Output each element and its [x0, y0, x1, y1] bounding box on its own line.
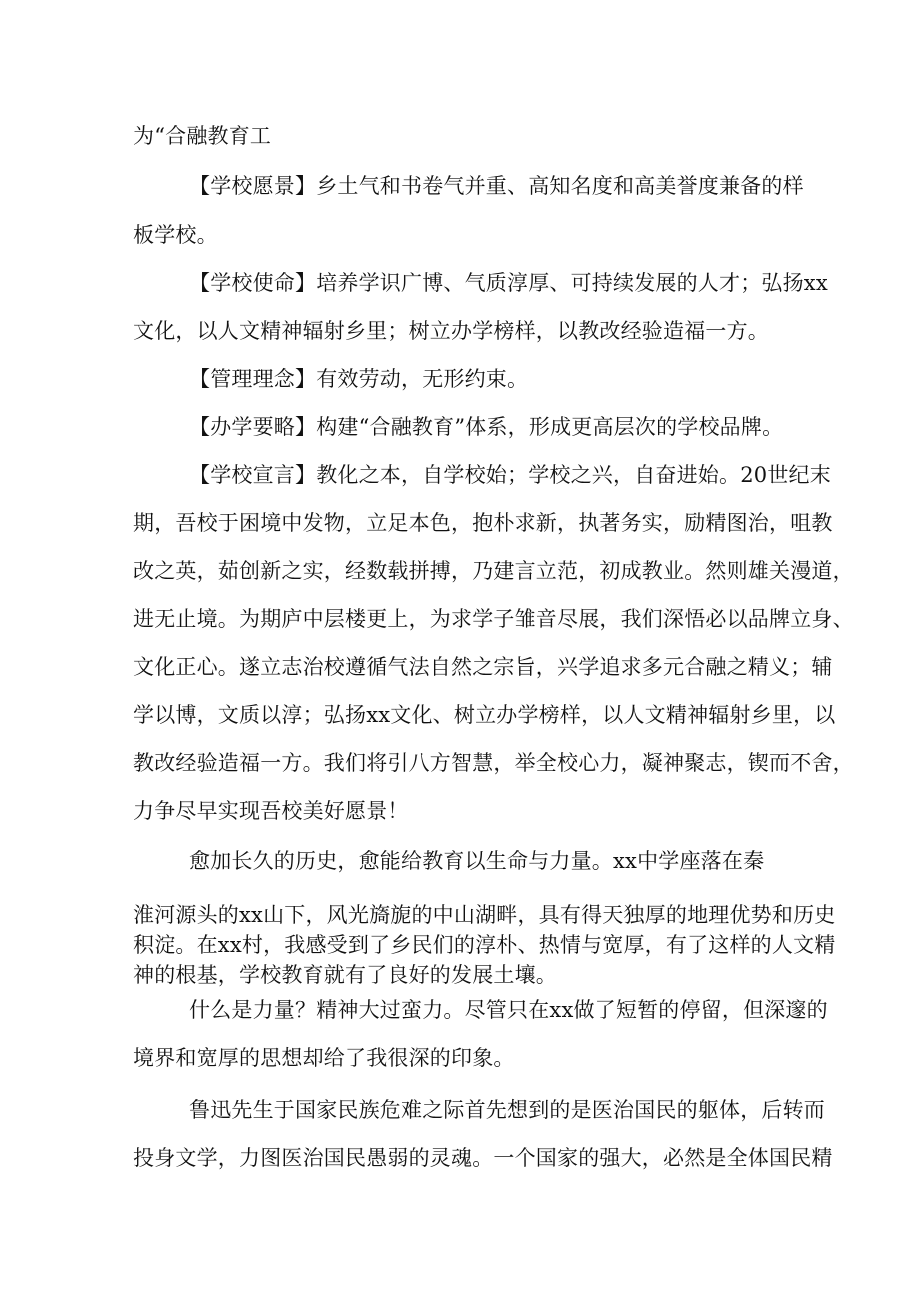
text-line: 进无止境。为期庐中层楼更上，为求学子雏音尽展，我们深悟必以品牌立身、 [133, 607, 854, 631]
text-line: 神的根基，学校教育就有了良好的发展土壤。 [133, 963, 557, 987]
text-line: 境界和宽厚的思想却给了我很深的印象。 [133, 1046, 515, 1070]
text-line: 文化，以人文精神辐射乡里；树立办学榜样，以教改经验造福一方。 [133, 319, 769, 343]
text-line: 教改经验造福一方。我们将引八方智慧，举全校心力，凝神聚志，锲而不舍， [133, 751, 854, 775]
text-line: 学以博，文质以淳；弘扬xx文化、树立办学榜样，以人文精神辐射乡里，以 [133, 703, 836, 727]
text-line: 板学校。 [133, 223, 218, 247]
strength-paragraph-line: 什么是力量？精神大过蛮力。尽管只在xx做了短暂的停留，但深邃的 [189, 998, 828, 1022]
vision-heading-line: 【学校愿景】乡土气和书卷气并重、高知名度和高美誉度兼备的样 [189, 174, 804, 198]
text-line: 力争尽早实现吾校美好愿景！ [133, 799, 409, 823]
text-line: 改之英，茹创新之实，经数载拼搏，乃建言立范，初成教业。然则雄关漫道， [133, 559, 854, 583]
text-line: 淮河源头的xx山下，风光旖旎的中山湖畔，具有得天独厚的地理优势和历史 [133, 903, 836, 927]
management-heading-line: 【管理理念】有效劳动，无形约束。 [189, 367, 529, 391]
mission-heading-line: 【学校使命】培养学识广博、气质淳厚、可持续发展的人才；弘扬xx [189, 271, 828, 295]
text-line: 文化正心。遂立志治校遵循气法自然之宗旨，兴学追求多元合融之精义；辅 [133, 655, 833, 679]
text-line: 期，吾校于困境中发物，立足本色，抱朴求新，执著务实，励精图治，咀教 [133, 511, 833, 535]
luxun-paragraph-line: 鲁迅先生于国家民族危难之际首先想到的是医治国民的躯体，后转而 [189, 1098, 825, 1122]
text-line: 为“合融教育工 [133, 124, 272, 148]
declaration-heading-line: 【学校宣言】教化之本，自学校始；学校之兴，自奋进始。20世纪末 [189, 463, 831, 487]
history-paragraph-line: 愈加长久的历史，愈能给教育以生命与力量。xx中学座落在秦 [189, 849, 765, 873]
text-line: 投身文学，力图医治国民愚弱的灵魂。一个国家的强大，必然是全体国民精 [133, 1146, 833, 1170]
text-line: 积淀。在xx村，我感受到了乡民们的淳朴、热情与宽厚，有了这样的人文精 [133, 933, 836, 957]
strategy-heading-line: 【办学要略】构建“合融教育”体系，形成更高层次的学校品牌。 [189, 415, 784, 439]
